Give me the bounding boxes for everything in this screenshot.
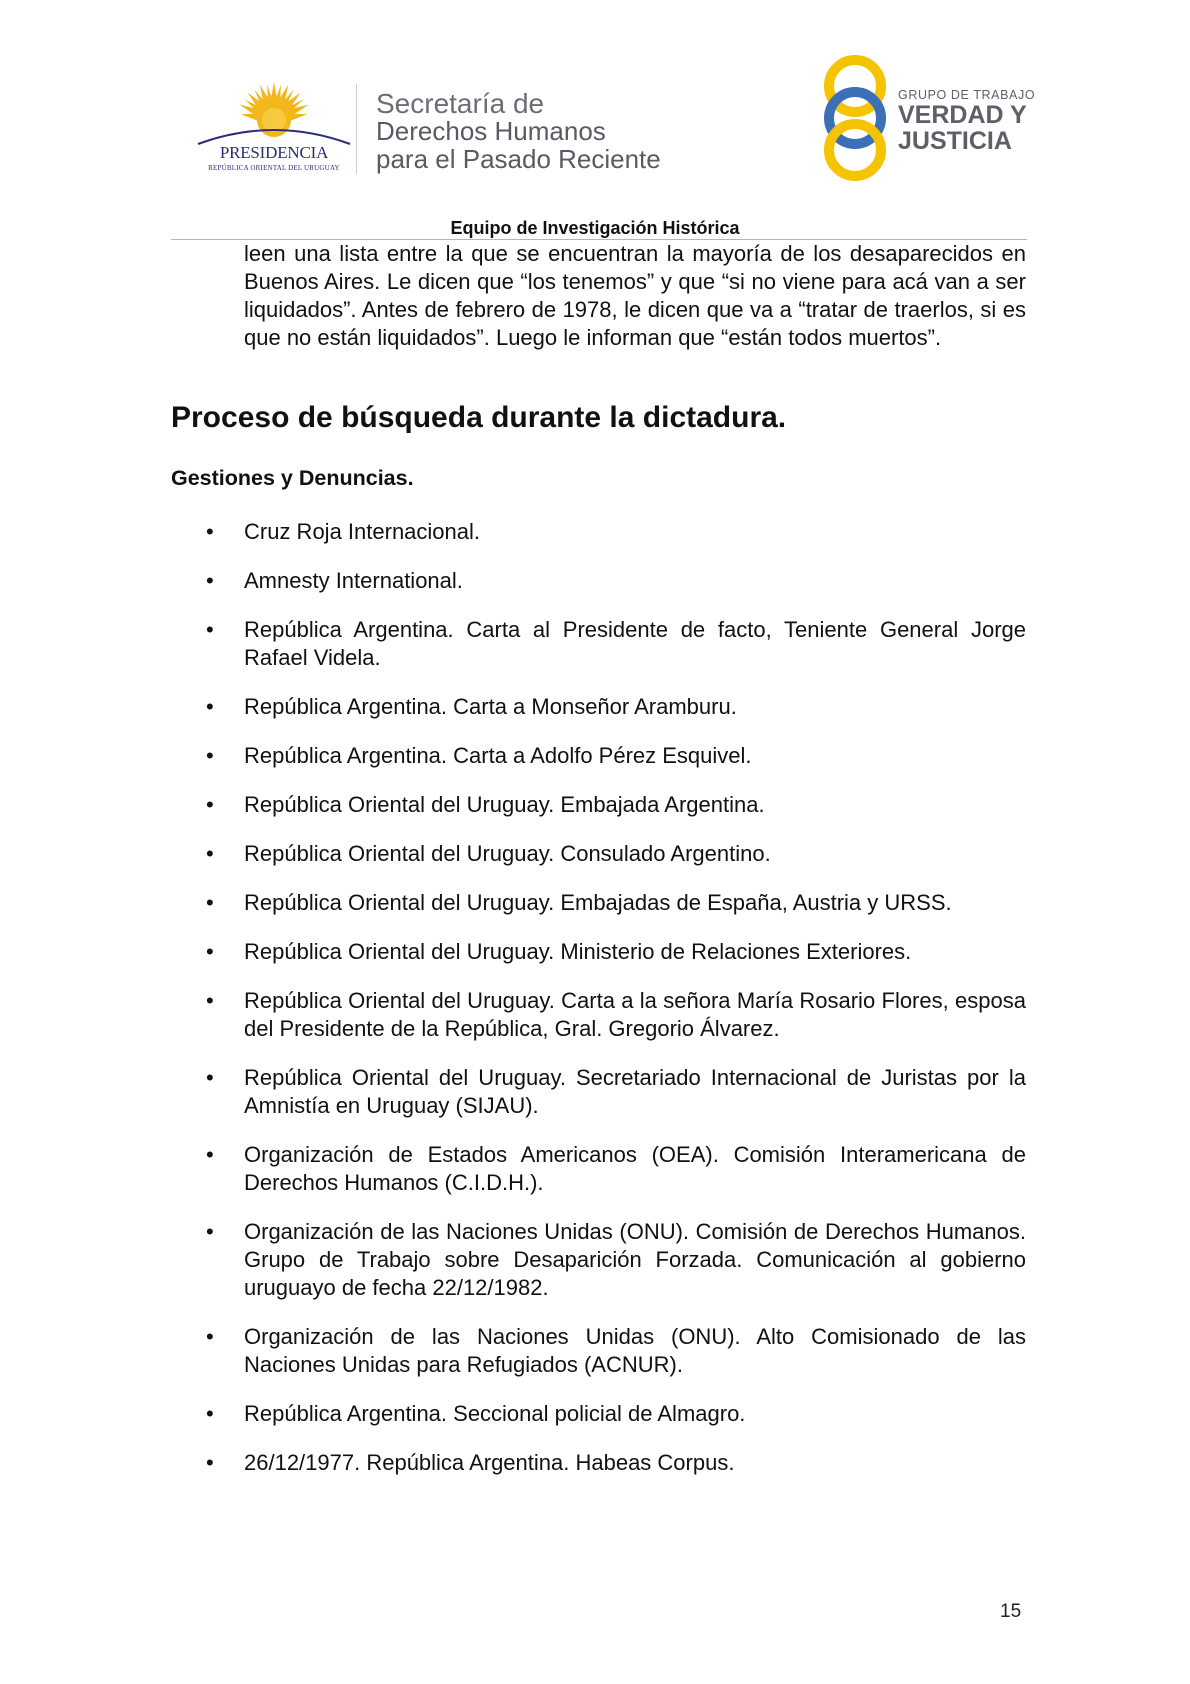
list-item-text: República Argentina. Carta a Adolfo Pérez Esquivel. [244,743,752,768]
bullet-icon: • [206,743,214,768]
bullet-icon: • [206,1450,214,1475]
list-item [204,1218,1026,1302]
list-item-text: Organización de Estados Americanos (OEA). Comisión Interamericana de Derechos Humanos (C.I.D.H.). [244,1142,1026,1195]
list-item [204,1449,1026,1477]
list-item [204,693,1026,721]
list-item-text: República Oriental del Uruguay. Ministerio de Relaciones Exteriores. [244,939,912,964]
list-item [204,938,1026,966]
list-item [204,567,1026,595]
grupo-line-1: GRUPO DE TRABAJO [898,88,1036,102]
list-item-text: Organización de las Naciones Unidas (ONU). Alto Comisionado de las Naciones Unidas para Refugiados (ACNUR). [244,1324,1026,1377]
subheading: Gestiones y Denuncias. [171,466,414,490]
bullet-list [204,518,1026,1498]
grupo-line-2: VERDAD Y [898,101,1027,129]
secretaria-logo-text [376,89,661,173]
bullet-icon: • [206,1324,214,1349]
list-item-text: Amnesty International. [244,568,463,593]
list-item [204,1323,1026,1379]
bullet-icon: • [206,1401,214,1426]
list-item-text: República Oriental del Uruguay. Secretariado Internacional de Juristas por la Amnistía en Uruguay (SIJAU). [244,1065,1026,1118]
list-item-text: República Argentina. Carta a Monseñor Aramburu. [244,694,737,719]
list-item-text: República Oriental del Uruguay. Embajada Argentina. [244,792,765,817]
presidencia-title: PRESIDENCIA [219,143,329,162]
list-item [204,742,1026,770]
list-item [204,518,1026,546]
list-item-text: Organización de las Naciones Unidas (ONU). Comisión de Derechos Humanos. Grupo de Trabajo sobre Desaparición Forzada. Comunicación al gobierno uruguayo de fecha 22/12/1982. [244,1219,1026,1300]
list-item [204,840,1026,868]
bullet-icon: • [206,792,214,817]
presidencia-subtitle: REPÚBLICA ORIENTAL DEL URUGUAY [208,164,340,172]
header-caption: Equipo de Investigación Histórica [450,218,740,238]
page-number: 15 [1000,1601,1022,1622]
grupo-trabajo-text [898,88,1035,154]
bullet-icon: • [206,1065,214,1090]
bullet-icon: • [206,939,214,964]
secretaria-line-3: para el Pasado Reciente [376,143,661,174]
bullet-icon: • [206,988,214,1013]
list-item [204,791,1026,819]
list-item [204,889,1026,917]
list-item-text: República Oriental del Uruguay. Carta a la señora María Rosario Flores, esposa del Presidente de la República, Gral. Gregorio Álvarez. [244,988,1026,1041]
bullet-icon: • [206,617,214,642]
list-item-text: República Argentina. Carta al Presidente de facto, Teniente General Jorge Rafael Videla. [244,617,1026,670]
bullet-icon: • [206,1219,214,1244]
list-item [204,1141,1026,1197]
list-item-text: Cruz Roja Internacional. [244,519,481,544]
intro-paragraph: leen una lista entre la que se encuentran la mayoría de los desaparecidos en Buenos Aires. Le dicen que “los tenemos” y que “si no viene para acá van a ser liquidados”. Antes de febrero de 1978, le dicen que va a “tratar de traerlos, si es que no están liquidados”. Luego le informan que “están todos muertos”. [244,241,1026,350]
list-item-text: República Oriental del Uruguay. Embajadas de España, Austria y URSS. [244,890,952,915]
bullet-icon: • [206,1142,214,1167]
section-heading: Proceso de búsqueda durante la dictadura. [171,401,787,434]
list-item [204,987,1026,1043]
logo-divider [356,84,357,174]
bullet-icon: • [206,568,214,593]
list-item-text: 26/12/1977. República Argentina. Habeas Corpus. [244,1450,735,1475]
bullet-icon: • [206,519,214,544]
secretaria-line-2: Derechos Humanos [376,116,606,147]
list-item [204,616,1026,672]
bullet-icon: • [206,694,214,719]
page-header [0,0,1190,238]
grupo-line-3: JUSTICIA [898,127,1012,155]
list-item-text: República Oriental del Uruguay. Consulado Argentino. [244,841,771,866]
secretaria-line-1: Secretaría de [376,88,545,119]
sun-emblem-icon [196,80,352,150]
list-item-text: República Argentina. Seccional policial de Almagro. [244,1401,746,1426]
bullet-icon: • [206,890,214,915]
bullet-icon: • [206,841,214,866]
presidencia-logo [196,80,352,180]
list-item [204,1064,1026,1120]
list-item [204,1400,1026,1428]
